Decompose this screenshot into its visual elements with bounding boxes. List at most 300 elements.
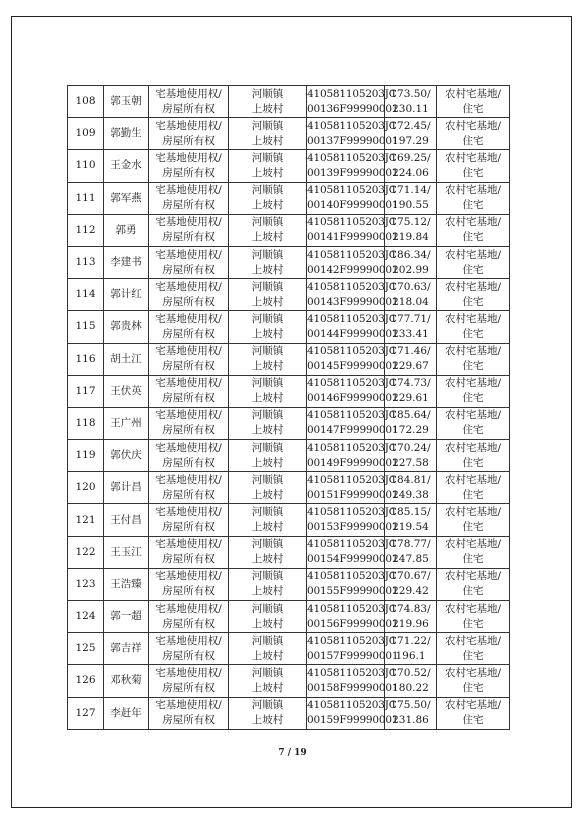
table-row	[68, 182, 510, 214]
cell-right-type-line: 房屋所有权	[162, 199, 215, 212]
cell-usage	[437, 504, 510, 536]
cell-area	[385, 472, 437, 504]
cell-number: 114	[68, 279, 104, 311]
cell-parcel-code-line: 410581105203JC	[307, 216, 397, 229]
cell-usage	[437, 633, 510, 665]
cell-parcel-code	[307, 246, 399, 278]
cell-usage-line: 住宅	[462, 585, 484, 598]
cell-location-line: 上坡村	[251, 521, 284, 534]
cell-parcel-code	[307, 407, 399, 439]
table-row	[68, 86, 510, 118]
cell-area-line: 170.67/	[390, 570, 431, 583]
cell-right-type-line: 宅基地使用权/	[155, 634, 222, 647]
cell-name: 郭吉祥	[104, 633, 149, 665]
cell-name: 李建书	[104, 246, 149, 278]
cell-right-type	[149, 150, 229, 182]
cell-usage-line: 农村宅基地/	[444, 216, 502, 229]
cell-area-line: 175.50/	[390, 699, 431, 712]
cell-usage-line: 住宅	[462, 681, 484, 694]
cell-parcel-code-line: 00144F99990001	[307, 327, 399, 340]
cell-parcel-code	[307, 150, 399, 182]
cell-right-type-line: 房屋所有权	[162, 424, 215, 437]
cell-location	[229, 182, 307, 214]
cell-parcel-code-line: 410581105203JC	[307, 570, 397, 583]
cell-number: 113	[68, 246, 104, 278]
cell-parcel-code-line: 00156F99990001	[307, 617, 399, 630]
cell-parcel-code	[307, 343, 399, 375]
cell-location-line: 河顺镇	[251, 184, 284, 197]
cell-usage-line: 住宅	[462, 617, 484, 630]
cell-name: 郭贵林	[104, 311, 149, 343]
cell-usage	[437, 86, 510, 118]
cell-parcel-code	[307, 601, 399, 633]
cell-right-type-line: 房屋所有权	[162, 649, 215, 662]
cell-right-type	[149, 311, 229, 343]
table-row	[68, 601, 510, 633]
cell-location	[229, 601, 307, 633]
cell-area-line: 247.85	[392, 553, 429, 566]
cell-number: 123	[68, 568, 104, 600]
cell-location-line: 上坡村	[251, 553, 284, 566]
cell-usage-line: 农村宅基地/	[444, 441, 502, 454]
cell-number: 110	[68, 150, 104, 182]
cell-parcel-code-line: 410581105203JC	[307, 184, 397, 197]
cell-number: 122	[68, 536, 104, 568]
cell-location-line: 河顺镇	[251, 280, 284, 293]
cell-area-line: 174.83/	[390, 602, 431, 615]
cell-right-type-line: 宅基地使用权/	[155, 87, 222, 100]
cell-number: 116	[68, 343, 104, 375]
cell-name: 王浩臻	[104, 568, 149, 600]
cell-right-type-line: 宅基地使用权/	[155, 538, 222, 551]
cell-area	[385, 536, 437, 568]
cell-location-line: 河顺镇	[251, 570, 284, 583]
cell-area	[385, 311, 437, 343]
cell-right-type	[149, 86, 229, 118]
cell-location-line: 上坡村	[251, 392, 284, 405]
cell-location-line: 河顺镇	[251, 602, 284, 615]
cell-area	[385, 214, 437, 246]
cell-parcel-code-line: 00147F99990001	[307, 424, 399, 437]
cell-usage-line: 住宅	[462, 295, 484, 308]
cell-area-line: 196.1	[395, 649, 426, 662]
cell-parcel-code-line: 00155F99990001	[307, 585, 399, 598]
cell-area	[385, 375, 437, 407]
cell-usage-line: 农村宅基地/	[444, 570, 502, 583]
cell-right-type-line: 宅基地使用权/	[155, 699, 222, 712]
cell-area-line: 229.67	[392, 360, 429, 373]
cell-location-line: 河顺镇	[251, 666, 284, 679]
cell-area-line: 190.55	[392, 199, 429, 212]
cell-right-type	[149, 504, 229, 536]
cell-area-line: 180.22	[392, 681, 429, 694]
cell-right-type-line: 宅基地使用权/	[155, 216, 222, 229]
cell-usage-line: 住宅	[462, 521, 484, 534]
cell-usage-line: 住宅	[462, 649, 484, 662]
cell-area-line: 185.64/	[390, 409, 431, 422]
cell-usage-line: 农村宅基地/	[444, 538, 502, 551]
cell-right-type-line: 宅基地使用权/	[155, 119, 222, 132]
cell-parcel-code-line: 00149F99990001	[307, 456, 399, 469]
cell-area	[385, 182, 437, 214]
cell-right-type-line: 宅基地使用权/	[155, 506, 222, 519]
cell-usage-line: 住宅	[462, 231, 484, 244]
cell-parcel-code-line: 00140F99990001	[307, 199, 399, 212]
cell-usage	[437, 150, 510, 182]
cell-location-line: 上坡村	[251, 714, 284, 727]
cell-area-line: 249.38	[392, 488, 429, 501]
table-row	[68, 246, 510, 278]
cell-parcel-code	[307, 86, 399, 118]
cell-name: 胡土江	[104, 343, 149, 375]
cell-area-line: 177.71/	[390, 312, 431, 325]
cell-right-type-line: 房屋所有权	[162, 134, 215, 147]
cell-location-line: 上坡村	[251, 424, 284, 437]
table-row	[68, 440, 510, 472]
cell-name: 王广州	[104, 407, 149, 439]
cell-area-line: 171.46/	[390, 345, 431, 358]
cell-usage-line: 住宅	[462, 714, 484, 727]
cell-name: 郭勇	[104, 214, 149, 246]
cell-right-type	[149, 665, 229, 697]
cell-right-type	[149, 601, 229, 633]
cell-location-line: 河顺镇	[251, 634, 284, 647]
cell-parcel-code-line: 00153F99990001	[307, 521, 399, 534]
cell-right-type	[149, 472, 229, 504]
cell-right-type-line: 房屋所有权	[162, 488, 215, 501]
cell-name: 郭玉朝	[104, 86, 149, 118]
cell-usage-line: 住宅	[462, 553, 484, 566]
cell-number: 127	[68, 697, 104, 729]
cell-parcel-code-line: 410581105203JC	[307, 602, 397, 615]
cell-right-type-line: 房屋所有权	[162, 714, 215, 727]
cell-usage-line: 住宅	[462, 360, 484, 373]
cell-parcel-code-line: 410581105203JC	[307, 87, 397, 100]
cell-right-type-line: 房屋所有权	[162, 166, 215, 179]
cell-usage-line: 农村宅基地/	[444, 151, 502, 164]
cell-parcel-code-line: 00154F99990001	[307, 553, 399, 566]
cell-area-line: 184.81/	[390, 473, 431, 486]
cell-right-type-line: 宅基地使用权/	[155, 248, 222, 261]
table-row	[68, 633, 510, 665]
cell-usage	[437, 246, 510, 278]
cell-parcel-code-line: 00159F99990001	[307, 714, 399, 727]
cell-area-line: 178.77/	[390, 538, 431, 551]
cell-parcel-code-line: 00141F99990001	[307, 231, 399, 244]
cell-number: 119	[68, 440, 104, 472]
cell-location-line: 河顺镇	[251, 506, 284, 519]
cell-right-type-line: 房屋所有权	[162, 263, 215, 276]
cell-location	[229, 150, 307, 182]
cell-usage-line: 农村宅基地/	[444, 312, 502, 325]
cell-name: 王玉江	[104, 536, 149, 568]
cell-area-line: 173.50/	[390, 87, 431, 100]
cell-area	[385, 665, 437, 697]
cell-parcel-code-line: 410581105203JC	[307, 634, 397, 647]
cell-area	[385, 118, 437, 150]
cell-right-type	[149, 568, 229, 600]
cell-location-line: 河顺镇	[251, 538, 284, 551]
cell-location-line: 河顺镇	[251, 441, 284, 454]
cell-name: 郭军燕	[104, 182, 149, 214]
cell-parcel-code	[307, 536, 399, 568]
cell-parcel-code	[307, 633, 399, 665]
cell-usage-line: 农村宅基地/	[444, 87, 502, 100]
cell-location-line: 上坡村	[251, 360, 284, 373]
cell-right-type	[149, 246, 229, 278]
cell-parcel-code	[307, 375, 399, 407]
cell-area-line: 170.52/	[390, 666, 431, 679]
cell-location-line: 上坡村	[251, 488, 284, 501]
cell-right-type	[149, 182, 229, 214]
cell-usage	[437, 601, 510, 633]
cell-parcel-code-line: 00139F99990001	[307, 166, 399, 179]
cell-area-line: 169.25/	[390, 151, 431, 164]
cell-area-line: 185.15/	[390, 506, 431, 519]
cell-parcel-code	[307, 279, 399, 311]
cell-right-type-line: 宅基地使用权/	[155, 345, 222, 358]
cell-parcel-code-line: 00157F99990001	[307, 649, 399, 662]
cell-usage-line: 农村宅基地/	[444, 409, 502, 422]
cell-usage-line: 农村宅基地/	[444, 184, 502, 197]
cell-parcel-code-line: 00151F99990001	[307, 488, 399, 501]
cell-usage-line: 农村宅基地/	[444, 666, 502, 679]
cell-right-type-line: 宅基地使用权/	[155, 409, 222, 422]
cell-usage	[437, 279, 510, 311]
cell-right-type-line: 宅基地使用权/	[155, 666, 222, 679]
cell-right-type-line: 房屋所有权	[162, 456, 215, 469]
cell-right-type-line: 房屋所有权	[162, 553, 215, 566]
cell-location	[229, 472, 307, 504]
cell-right-type-line: 房屋所有权	[162, 392, 215, 405]
page-number: 7 / 19	[278, 748, 307, 758]
table-row	[68, 343, 510, 375]
cell-usage-line: 住宅	[462, 263, 484, 276]
cell-parcel-code-line: 410581105203JC	[307, 409, 397, 422]
cell-area	[385, 343, 437, 375]
cell-area-line: 202.99	[392, 263, 429, 276]
cell-name: 郭一超	[104, 601, 149, 633]
cell-location-line: 上坡村	[251, 585, 284, 598]
cell-right-type-line: 房屋所有权	[162, 521, 215, 534]
cell-parcel-code-line: 410581105203JC	[307, 377, 397, 390]
cell-area-line: 170.24/	[390, 441, 431, 454]
cell-area-line: 229.61	[392, 392, 429, 405]
cell-location	[229, 246, 307, 278]
cell-location-line: 河顺镇	[251, 87, 284, 100]
cell-area-line: 174.73/	[390, 377, 431, 390]
cell-name: 郭计红	[104, 279, 149, 311]
cell-area-line: 218.04	[392, 295, 429, 308]
cell-parcel-code-line: 410581105203JC	[307, 312, 397, 325]
cell-location-line: 河顺镇	[251, 345, 284, 358]
cell-name: 郭计昌	[104, 472, 149, 504]
cell-location	[229, 86, 307, 118]
cell-right-type-line: 房屋所有权	[162, 231, 215, 244]
cell-location	[229, 214, 307, 246]
cell-usage	[437, 697, 510, 729]
cell-location-line: 上坡村	[251, 199, 284, 212]
cell-location-line: 上坡村	[251, 327, 284, 340]
cell-number: 118	[68, 407, 104, 439]
cell-parcel-code-line: 410581105203JC	[307, 473, 397, 486]
cell-parcel-code	[307, 182, 399, 214]
cell-parcel-code-line: 410581105203JC	[307, 345, 397, 358]
cell-right-type-line: 宅基地使用权/	[155, 151, 222, 164]
cell-parcel-code	[307, 311, 399, 343]
cell-usage-line: 住宅	[462, 456, 484, 469]
cell-parcel-code	[307, 568, 399, 600]
cell-name: 李赶年	[104, 697, 149, 729]
cell-parcel-code	[307, 118, 399, 150]
cell-area-line: 219.84	[392, 231, 429, 244]
cell-location-line: 上坡村	[251, 102, 284, 115]
cell-area-line: 171.22/	[390, 634, 431, 647]
cell-parcel-code-line: 00142F99990001	[307, 263, 399, 276]
cell-location-line: 上坡村	[251, 295, 284, 308]
cell-parcel-code-line: 00145F99990001	[307, 360, 399, 373]
cell-area-line: 233.41	[392, 327, 429, 340]
cell-usage	[437, 214, 510, 246]
cell-number: 111	[68, 182, 104, 214]
cell-area-line: 171.14/	[390, 184, 431, 197]
cell-location	[229, 343, 307, 375]
cell-location-line: 河顺镇	[251, 216, 284, 229]
cell-location	[229, 568, 307, 600]
cell-right-type-line: 宅基地使用权/	[155, 441, 222, 454]
cell-usage-line: 农村宅基地/	[444, 506, 502, 519]
cell-area	[385, 407, 437, 439]
cell-usage-line: 住宅	[462, 424, 484, 437]
cell-right-type-line: 宅基地使用权/	[155, 184, 222, 197]
cell-location-line: 上坡村	[251, 681, 284, 694]
cell-usage	[437, 472, 510, 504]
cell-location-line: 上坡村	[251, 231, 284, 244]
cell-area-line: 172.45/	[390, 119, 431, 132]
cell-area	[385, 568, 437, 600]
table-row	[68, 407, 510, 439]
cell-area	[385, 440, 437, 472]
records-table	[67, 85, 510, 730]
cell-right-type-line: 宅基地使用权/	[155, 602, 222, 615]
cell-usage-line: 农村宅基地/	[444, 377, 502, 390]
cell-usage-line: 住宅	[462, 199, 484, 212]
table-row	[68, 150, 510, 182]
cell-right-type-line: 房屋所有权	[162, 617, 215, 630]
cell-usage	[437, 118, 510, 150]
cell-location	[229, 536, 307, 568]
cell-usage	[437, 343, 510, 375]
cell-parcel-code	[307, 697, 399, 729]
cell-parcel-code-line: 00137F99990001	[307, 134, 399, 147]
cell-usage-line: 农村宅基地/	[444, 602, 502, 615]
cell-usage	[437, 182, 510, 214]
cell-usage	[437, 311, 510, 343]
cell-right-type	[149, 440, 229, 472]
cell-location-line: 河顺镇	[251, 377, 284, 390]
cell-number: 117	[68, 375, 104, 407]
cell-parcel-code-line: 410581105203JC	[307, 280, 397, 293]
cell-area	[385, 504, 437, 536]
cell-location-line: 上坡村	[251, 134, 284, 147]
cell-location-line: 河顺镇	[251, 248, 284, 261]
cell-number: 112	[68, 214, 104, 246]
cell-usage-line: 农村宅基地/	[444, 119, 502, 132]
table-row	[68, 118, 510, 150]
table-row	[68, 279, 510, 311]
cell-usage-line: 住宅	[462, 327, 484, 340]
cell-usage	[437, 407, 510, 439]
cell-right-type-line: 房屋所有权	[162, 681, 215, 694]
cell-name: 王金水	[104, 150, 149, 182]
cell-right-type-line: 宅基地使用权/	[155, 280, 222, 293]
cell-right-type-line: 宅基地使用权/	[155, 473, 222, 486]
cell-location	[229, 407, 307, 439]
cell-parcel-code-line: 410581105203JC	[307, 119, 397, 132]
cell-parcel-code-line: 410581105203JC	[307, 441, 397, 454]
cell-usage-line: 农村宅基地/	[444, 345, 502, 358]
cell-location	[229, 279, 307, 311]
cell-parcel-code	[307, 214, 399, 246]
cell-right-type	[149, 214, 229, 246]
cell-right-type	[149, 118, 229, 150]
cell-parcel-code	[307, 440, 399, 472]
cell-area-line: 170.63/	[390, 280, 431, 293]
cell-location-line: 上坡村	[251, 456, 284, 469]
cell-usage-line: 农村宅基地/	[444, 473, 502, 486]
cell-area-line: 175.12/	[390, 216, 431, 229]
cell-right-type	[149, 633, 229, 665]
cell-right-type-line: 房屋所有权	[162, 295, 215, 308]
cell-area-line: 230.11	[392, 102, 429, 115]
table-row	[68, 697, 510, 729]
cell-parcel-code-line: 00143F99990001	[307, 295, 399, 308]
cell-right-type	[149, 375, 229, 407]
cell-location	[229, 311, 307, 343]
table-row	[68, 665, 510, 697]
cell-right-type	[149, 697, 229, 729]
cell-location-line: 上坡村	[251, 166, 284, 179]
cell-location-line: 河顺镇	[251, 409, 284, 422]
cell-area-line: 197.29	[392, 134, 429, 147]
cell-right-type-line: 房屋所有权	[162, 102, 215, 115]
records-body	[68, 86, 510, 730]
table-row	[68, 214, 510, 246]
cell-parcel-code-line: 410581105203JC	[307, 699, 397, 712]
cell-parcel-code-line: 00146F99990001	[307, 392, 399, 405]
cell-area-line: 172.29	[392, 424, 429, 437]
cell-number: 125	[68, 633, 104, 665]
cell-parcel-code-line: 410581105203JC	[307, 538, 397, 551]
cell-location-line: 河顺镇	[251, 119, 284, 132]
cell-usage-line: 住宅	[462, 134, 484, 147]
cell-right-type	[149, 279, 229, 311]
cell-usage-line: 住宅	[462, 392, 484, 405]
cell-usage-line: 农村宅基地/	[444, 699, 502, 712]
cell-parcel-code-line: 410581105203JC	[307, 666, 397, 679]
cell-number: 108	[68, 86, 104, 118]
cell-usage-line: 农村宅基地/	[444, 248, 502, 261]
table-row	[68, 504, 510, 536]
cell-area-line: 227.58	[392, 456, 429, 469]
cell-number: 124	[68, 601, 104, 633]
cell-area	[385, 697, 437, 729]
cell-usage	[437, 440, 510, 472]
cell-area-line: 219.54	[392, 521, 429, 534]
cell-area	[385, 279, 437, 311]
cell-location-line: 河顺镇	[251, 699, 284, 712]
cell-parcel-code-line: 410581105203JC	[307, 506, 397, 519]
